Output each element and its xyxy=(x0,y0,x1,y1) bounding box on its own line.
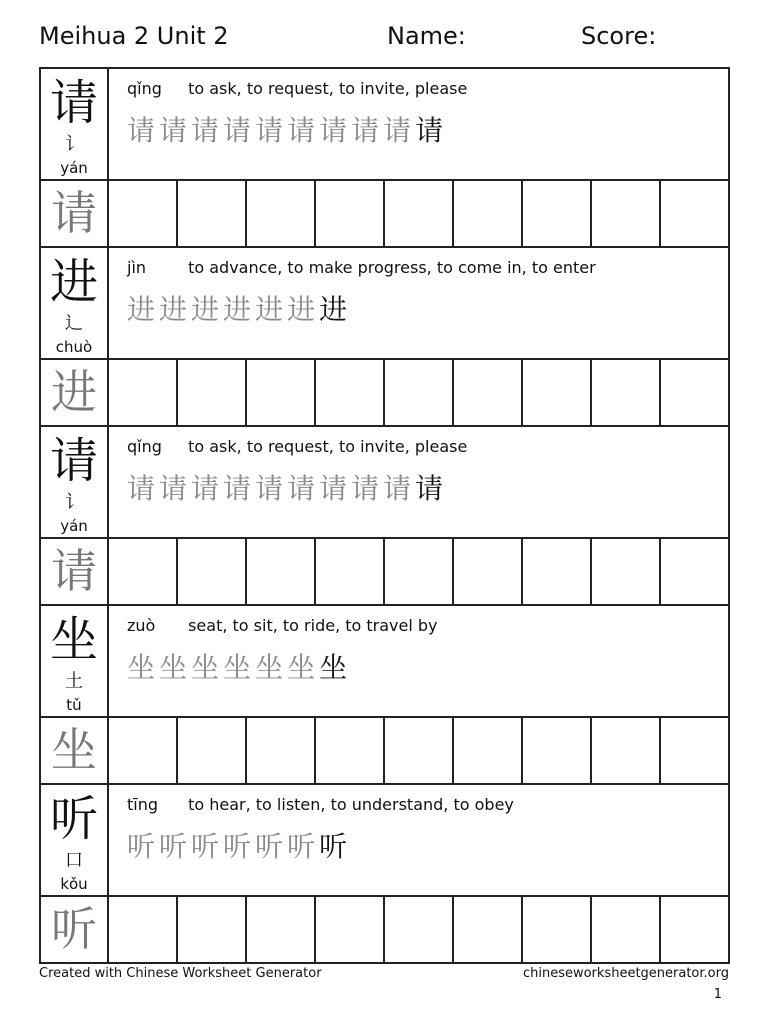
practice-box[interactable] xyxy=(247,360,316,425)
practice-box[interactable] xyxy=(316,539,385,604)
character-pinyin: qǐng xyxy=(127,437,162,456)
stroke-order xyxy=(127,288,351,328)
practice-box[interactable] xyxy=(385,181,454,246)
stroke-step-char: 坐 xyxy=(127,651,160,684)
stroke-step-char: 坐 xyxy=(159,651,192,684)
stroke-order xyxy=(127,825,351,865)
stroke-step-char: 进 xyxy=(191,293,224,326)
stroke-step-char: 听 xyxy=(319,830,352,863)
radical-pinyin: yán xyxy=(60,517,88,535)
character-details xyxy=(109,69,730,179)
character-cell xyxy=(41,248,109,358)
practice-box[interactable] xyxy=(247,718,316,783)
character-entry xyxy=(41,785,730,964)
stroke-step-char: 请 xyxy=(127,472,160,505)
worksheet-header xyxy=(39,22,729,58)
practice-box[interactable] xyxy=(454,897,523,962)
worksheet-title: Meihua 2 Unit 2 xyxy=(39,22,229,50)
radical: 土 xyxy=(65,671,83,692)
stroke-step-char: 进 xyxy=(287,293,320,326)
stroke-step-char: 听 xyxy=(191,830,224,863)
stroke-step-char: 进 xyxy=(255,293,288,326)
character-pinyin: zuò xyxy=(127,616,156,635)
radical: 口 xyxy=(65,850,83,871)
character-details xyxy=(109,606,730,716)
practice-box[interactable] xyxy=(247,897,316,962)
stroke-step-char: 请 xyxy=(159,114,192,147)
stroke-step-char: 坐 xyxy=(255,651,288,684)
practice-box[interactable] xyxy=(661,181,730,246)
stroke-step-char: 请 xyxy=(287,472,320,505)
character-meaning: seat, to sit, to ride, to travel by xyxy=(188,616,438,635)
stroke-step-char: 请 xyxy=(415,114,448,147)
practice-box[interactable] xyxy=(247,181,316,246)
tracing-row xyxy=(41,539,730,606)
practice-box[interactable] xyxy=(523,360,592,425)
footer-website: chineseworksheetgenerator.org xyxy=(522,966,729,981)
stroke-step-char: 请 xyxy=(319,114,352,147)
practice-box[interactable] xyxy=(592,539,661,604)
stroke-step-char: 听 xyxy=(287,830,320,863)
practice-box[interactable] xyxy=(385,360,454,425)
radical: 讠 xyxy=(65,492,83,513)
tracing-row xyxy=(41,360,730,427)
character-info-row xyxy=(41,785,730,897)
character-cell xyxy=(41,69,109,179)
character-entry xyxy=(41,69,730,248)
main-character: 请 xyxy=(49,75,98,131)
character-details xyxy=(109,427,730,537)
footer-credit: Created with Chinese Worksheet Generator xyxy=(39,966,322,981)
practice-box[interactable] xyxy=(178,539,247,604)
character-entry xyxy=(41,248,730,427)
character-info-row xyxy=(41,69,730,181)
stroke-step-char: 进 xyxy=(159,293,192,326)
stroke-step-char: 听 xyxy=(127,830,160,863)
character-entry xyxy=(41,427,730,606)
practice-box[interactable] xyxy=(523,718,592,783)
practice-box[interactable] xyxy=(178,360,247,425)
character-details xyxy=(109,248,730,358)
main-character: 进 xyxy=(49,254,98,310)
trace-character: 请 xyxy=(41,181,109,246)
stroke-order xyxy=(127,109,447,149)
name-label: Name: xyxy=(387,22,466,50)
stroke-step-char: 坐 xyxy=(319,651,352,684)
practice-box[interactable] xyxy=(109,181,178,246)
practice-box[interactable] xyxy=(523,539,592,604)
practice-box[interactable] xyxy=(523,181,592,246)
stroke-step-char: 请 xyxy=(191,114,224,147)
stroke-step-char: 请 xyxy=(223,472,256,505)
practice-box[interactable] xyxy=(454,181,523,246)
stroke-order xyxy=(127,646,351,686)
tracing-row xyxy=(41,718,730,785)
character-pinyin: qǐng xyxy=(127,79,162,98)
page-number: 1 xyxy=(713,987,722,1002)
stroke-step-char: 进 xyxy=(127,293,160,326)
practice-box[interactable] xyxy=(592,718,661,783)
practice-box[interactable] xyxy=(109,539,178,604)
trace-character: 进 xyxy=(41,360,109,425)
stroke-step-char: 坐 xyxy=(287,651,320,684)
practice-box[interactable] xyxy=(661,539,730,604)
character-cell xyxy=(41,785,109,895)
practice-box[interactable] xyxy=(661,360,730,425)
trace-character: 请 xyxy=(41,539,109,604)
stroke-step-char: 请 xyxy=(287,114,320,147)
radical: 辶 xyxy=(65,313,83,334)
practice-box[interactable] xyxy=(592,897,661,962)
character-entry xyxy=(41,606,730,785)
practice-box[interactable] xyxy=(316,360,385,425)
stroke-order xyxy=(127,467,447,507)
stroke-step-char: 请 xyxy=(415,472,448,505)
practice-box[interactable] xyxy=(178,718,247,783)
radical-pinyin: chuò xyxy=(55,338,93,356)
character-meaning: to ask, to request, to invite, please xyxy=(188,437,468,456)
tracing-row xyxy=(41,897,730,964)
radical-pinyin: kǒu xyxy=(60,875,88,893)
stroke-step-char: 请 xyxy=(351,472,384,505)
practice-box[interactable] xyxy=(523,897,592,962)
score-label: Score: xyxy=(581,22,657,50)
practice-box[interactable] xyxy=(316,897,385,962)
practice-box[interactable] xyxy=(316,181,385,246)
stroke-step-char: 听 xyxy=(223,830,256,863)
practice-box[interactable] xyxy=(454,718,523,783)
stroke-step-char: 请 xyxy=(383,472,416,505)
practice-box[interactable] xyxy=(592,360,661,425)
main-character: 坐 xyxy=(49,612,98,668)
practice-box[interactable] xyxy=(454,539,523,604)
character-info-row xyxy=(41,427,730,539)
main-character: 请 xyxy=(49,433,98,489)
radical-pinyin: tǔ xyxy=(66,696,82,714)
stroke-step-char: 请 xyxy=(319,472,352,505)
stroke-step-char: 请 xyxy=(255,114,288,147)
practice-box[interactable] xyxy=(385,539,454,604)
radical: 讠 xyxy=(65,134,83,155)
character-cell xyxy=(41,427,109,537)
tracing-row xyxy=(41,181,730,248)
character-meaning: to hear, to listen, to understand, to obey xyxy=(188,795,514,814)
character-meaning: to ask, to request, to invite, please xyxy=(188,79,468,98)
stroke-step-char: 请 xyxy=(383,114,416,147)
character-cell xyxy=(41,606,109,716)
practice-box[interactable] xyxy=(247,539,316,604)
trace-character: 听 xyxy=(41,897,109,962)
character-info-row xyxy=(41,606,730,718)
practice-box[interactable] xyxy=(178,181,247,246)
character-pinyin: tīng xyxy=(127,795,159,814)
stroke-step-char: 请 xyxy=(191,472,224,505)
practice-box[interactable] xyxy=(109,360,178,425)
practice-box[interactable] xyxy=(661,718,730,783)
stroke-step-char: 请 xyxy=(127,114,160,147)
stroke-step-char: 坐 xyxy=(223,651,256,684)
practice-box[interactable] xyxy=(385,718,454,783)
stroke-step-char: 坐 xyxy=(191,651,224,684)
stroke-step-char: 听 xyxy=(255,830,288,863)
stroke-step-char: 听 xyxy=(159,830,192,863)
stroke-step-char: 请 xyxy=(255,472,288,505)
stroke-step-char: 请 xyxy=(223,114,256,147)
practice-box[interactable] xyxy=(592,181,661,246)
stroke-step-char: 进 xyxy=(319,293,352,326)
character-pinyin: jìn xyxy=(127,258,147,277)
trace-character: 坐 xyxy=(41,718,109,783)
practice-box[interactable] xyxy=(661,897,730,962)
practice-box[interactable] xyxy=(109,718,178,783)
practice-grid xyxy=(39,67,730,964)
stroke-step-char: 进 xyxy=(223,293,256,326)
stroke-step-char: 请 xyxy=(351,114,384,147)
practice-box[interactable] xyxy=(454,360,523,425)
practice-box[interactable] xyxy=(385,897,454,962)
character-details xyxy=(109,785,730,895)
stroke-step-char: 请 xyxy=(159,472,192,505)
radical-pinyin: yán xyxy=(60,159,88,177)
practice-box[interactable] xyxy=(178,897,247,962)
character-info-row xyxy=(41,248,730,360)
practice-box[interactable] xyxy=(109,897,178,962)
main-character: 听 xyxy=(49,791,98,847)
character-meaning: to advance, to make progress, to come in, to enter xyxy=(188,258,596,277)
practice-box[interactable] xyxy=(316,718,385,783)
